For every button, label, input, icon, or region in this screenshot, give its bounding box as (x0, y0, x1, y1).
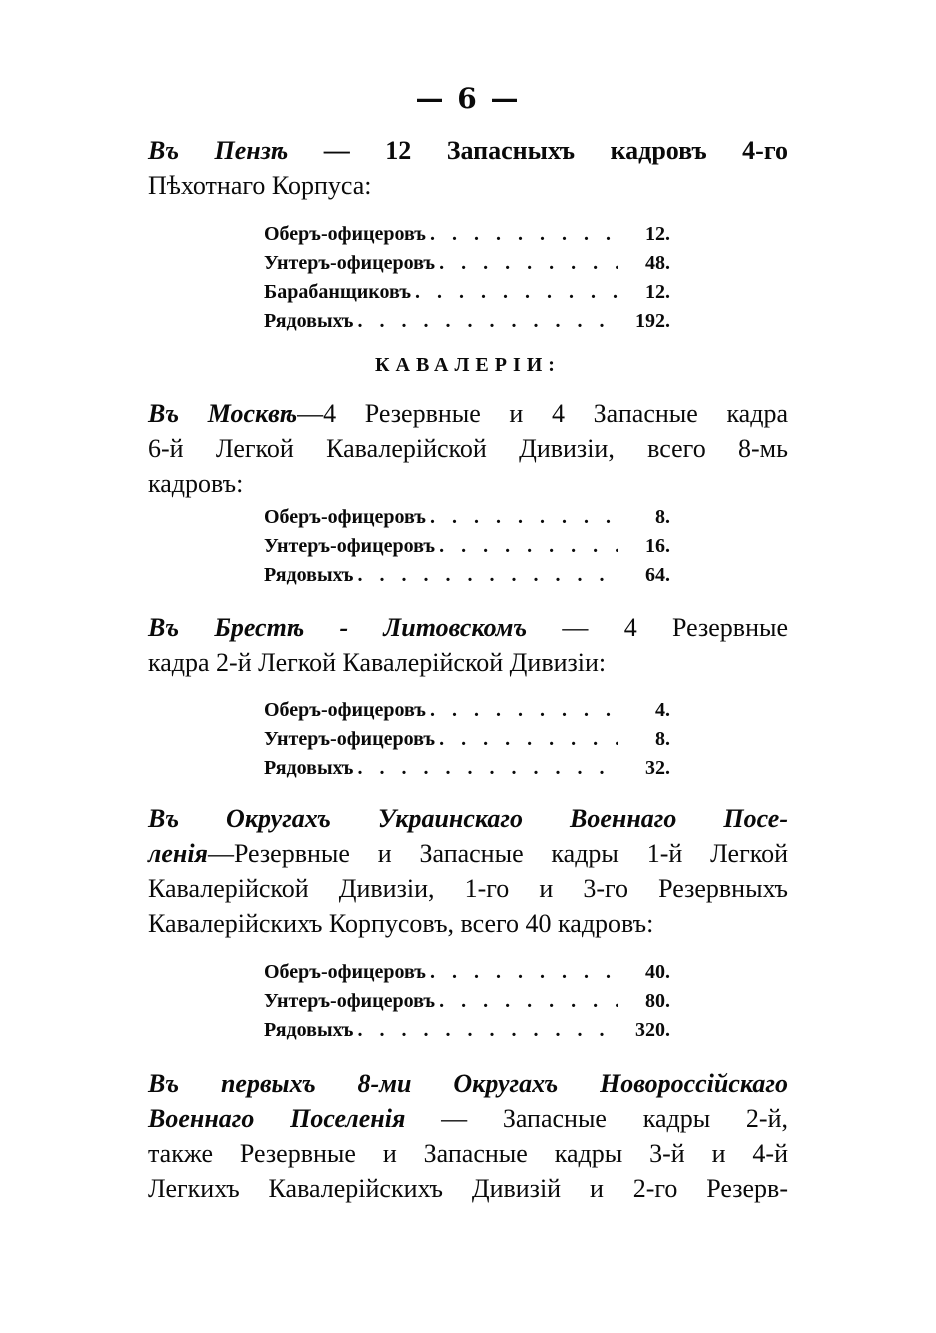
text-line: также Резервные и Запасные кадры 3-й и 4-й (148, 1139, 788, 1168)
page-number: — 6 — (415, 82, 521, 115)
count-table-ukrainian (264, 958, 670, 1045)
count-table-brest (264, 696, 670, 783)
text-line: ленія—Резервные и Запасные кадры 1-й Легкой (148, 839, 788, 868)
table-row: Оберъ-офицеровъ . . . 12. (264, 220, 670, 249)
text-line: Въ Пензѣ — 12 Запасныхъ кадровъ 4-го (148, 136, 788, 165)
table-row: Унтеръ-офицеровъ . . . 80. (264, 987, 670, 1016)
text-line: Въ первыхъ 8-ми Округахъ Новороссійскаго (148, 1069, 788, 1098)
table-row: Рядовыхъ . . . 64. (264, 561, 670, 590)
text-line: Въ Брестѣ - Литовскомъ — 4 Резервные (148, 613, 789, 642)
table-row: Оберъ-офицеровъ . . . 40. (264, 958, 670, 987)
section-heading-cavalry: КАВАЛЕРІИ: (375, 354, 561, 376)
table-row: Оберъ-офицеровъ . . . 8. (264, 503, 670, 532)
count-table-penza (264, 220, 670, 336)
text-line: Легкихъ Кавалерійскихъ Дивизій и 2-го Резерв- (148, 1174, 788, 1203)
text-line: Кавалерійской Дивизіи, 1-го и 3-го Резервныхъ (148, 874, 788, 903)
table-row: Унтеръ-офицеровъ . . . 48. (264, 249, 670, 278)
text-line: Въ Москвѣ—4 Резервные и 4 Запасные кадра (148, 399, 788, 428)
table-row: Рядовыхъ . . . 320. (264, 1016, 670, 1045)
text-line: Кавалерійскихъ Корпусовъ, всего 40 кадровъ: (148, 909, 654, 938)
table-row: Унтеръ-офицеровъ . . . 16. (264, 532, 670, 561)
text-line: 6-й Легкой Кавалерійской Дивизіи, всего 8-мь (148, 434, 788, 463)
paragraph-moscow (148, 396, 788, 501)
table-row: Барабанщиковъ . . . 12. (264, 278, 670, 307)
text-line: Въ Округахъ Украинскаго Военнаго Посе- (148, 804, 788, 833)
paragraph-brest (148, 610, 788, 680)
paragraph-penza (148, 133, 788, 203)
paragraph-novorossiysk-settlement (148, 1066, 788, 1206)
text-line: кадровъ: (148, 469, 244, 498)
text-line: кадра 2-й Легкой Кавалерійской Дивизіи: (148, 648, 607, 677)
text-line: Пѣхотнаго Корпуса: (148, 171, 372, 200)
table-row: Унтеръ-офицеровъ . . . 8. (264, 725, 670, 754)
paragraph-ukrainian-settlement (148, 801, 788, 941)
table-row: Рядовыхъ . . . 32. (264, 754, 670, 783)
table-row: Рядовыхъ . . . 192. (264, 307, 670, 336)
count-table-moscow (264, 503, 670, 590)
text-line: Военнаго Поселенія — Запасные кадры 2-й, (148, 1104, 788, 1133)
table-row: Оберъ-офицеровъ . . . 4. (264, 696, 670, 725)
